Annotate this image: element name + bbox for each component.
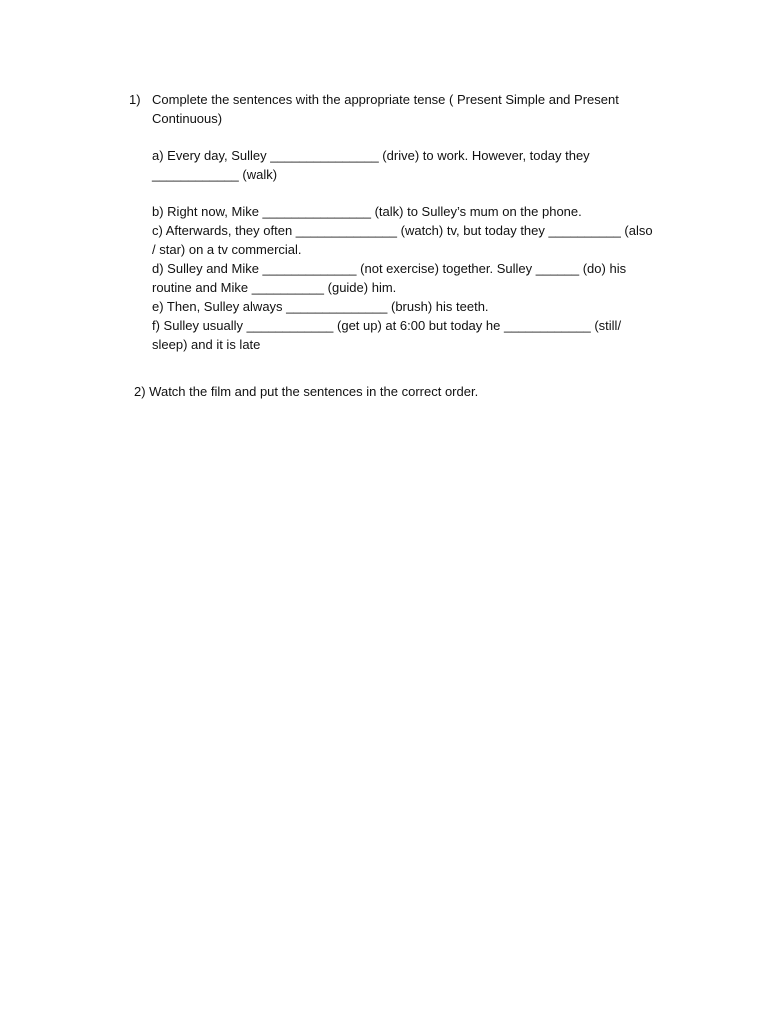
exercise-item-e: e) Then, Sulley always ______________ (brush) his teeth. xyxy=(152,299,489,314)
exercise-item-b: b) Right now, Mike _______________ (talk) to Sulley’s mum on the phone. xyxy=(152,204,582,219)
exercise-item-a: a) Every day, Sulley _______________ (drive) to work. However, today they ____________ (walk) xyxy=(152,148,590,182)
exercise-item-d: d) Sulley and Mike _____________ (not exercise) together. Sulley ______ (do) his routine and Mike __________ (guide) him. xyxy=(152,261,627,295)
exercise-item-c: c) Afterwards, they often ______________ (watch) tv, but today they __________ (also / star) on a tv commercial. xyxy=(152,223,653,257)
question-1 xyxy=(129,90,659,354)
question-1-body xyxy=(152,90,659,354)
question-2-text: 2) Watch the film and put the sentences in the correct order. xyxy=(134,384,479,399)
question-2 xyxy=(134,382,694,401)
exercise-item-list xyxy=(152,146,659,354)
question-1-number: 1) xyxy=(129,92,141,107)
exercise-item-f: f) Sulley usually ____________ (get up) at 6:00 but today he ____________ (still/ sleep) and it is late xyxy=(152,318,622,352)
question-1-instruction: Complete the sentences with the appropriate tense ( Present Simple and Present Continuous) xyxy=(152,92,619,126)
